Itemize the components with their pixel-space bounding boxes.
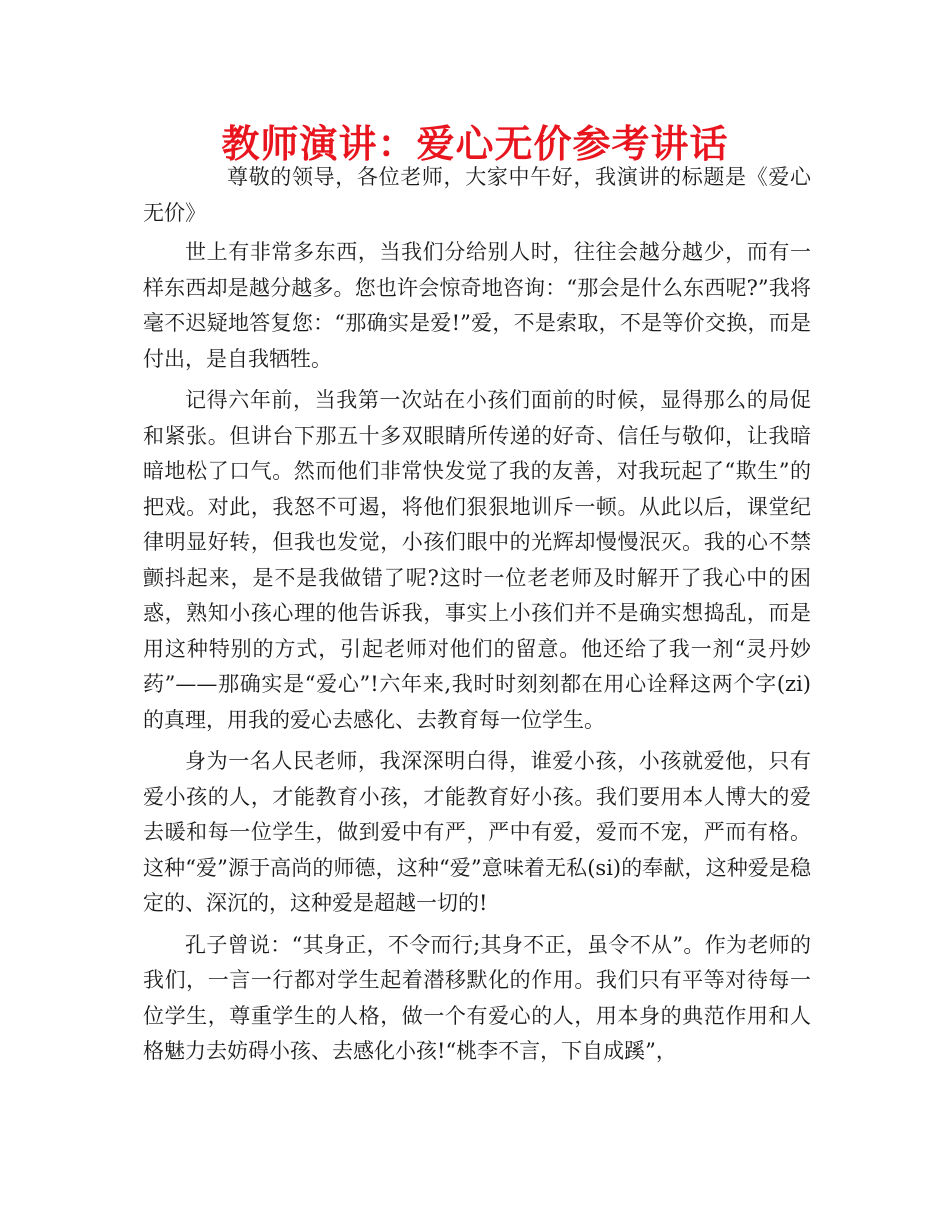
paragraph: 身为一名人民老师，我深深明白得，谁爱小孩，小孩就爱他，只有爱小孩的人，才能教育小孩，才能教育好小孩。我们要用本人博大的爱去暖和每一位学生，做到爱中有严，严中有爱，爱而不宠，严而有格。这种“爱”源于高尚的师德，这种“爱”意味着无私(si)的奉献，这种爱是稳定的、深沉的，这种爱是超越一切的! <box>143 749 811 915</box>
paragraph: 世上有非常多东西，当我们分给别人时，往往会越分越少，而有一样东西却是越分越多。您也许会惊奇地咨询：“那会是什么东西呢?”我将毫不迟疑地答复您：“那确实是爱!”爱，不是索取，不是等价交换，而是付出，是自我牺牲。 <box>143 240 811 371</box>
paragraph: 孔子曾说：“其身正，不令而行;其身不正，虽令不从”。作为老师的我们，一言一行都对学生起着潜移默化的作用。我们只有平等对待每一位学生，尊重学生的人格，做一个有爱心的人，用本身的典范作用和人格魅力去妨碍小孩、去感化小孩!“桃李不言，下自成蹊”， <box>143 932 811 1063</box>
paragraph: 记得六年前，当我第一次站在小孩们面前的时候，显得那么的局促和紧张。但讲台下那五十多双眼睛所传递的好奇、信任与敬仰，让我暗暗地松了口气。然而他们非常快发觉了我的友善，对我玩起了“欺生”的把戏。对此，我怒不可遏，将他们狠狠地训斥一顿。从此以后，课堂纪律明显好转，但我也发觉，小孩们眼中的光辉却慢慢泯灭。我的心不禁颤抖起来，是不是我做错了呢?这时一位老老师及时解开了我心中的困惑，熟知小孩心理的他告诉我，事实上小孩们并不是确实想捣乱，而是用这种特别的方式，引起老师对他们的留意。他还给了我一剂“灵丹妙药”——那确实是“爱心”!六年来,我时时刻刻都在用心诠释这两个字(zi)的真理，用我的爱心去感化、去教育每一位学生。 <box>143 388 811 732</box>
page-title: 教师演讲：爱心无价参考讲话 <box>221 122 729 166</box>
paragraph-greeting: 尊敬的领导，各位老师，大家中午好，我演讲的标题是《爱心无价》 <box>143 165 811 225</box>
document-body <box>143 160 811 1076</box>
